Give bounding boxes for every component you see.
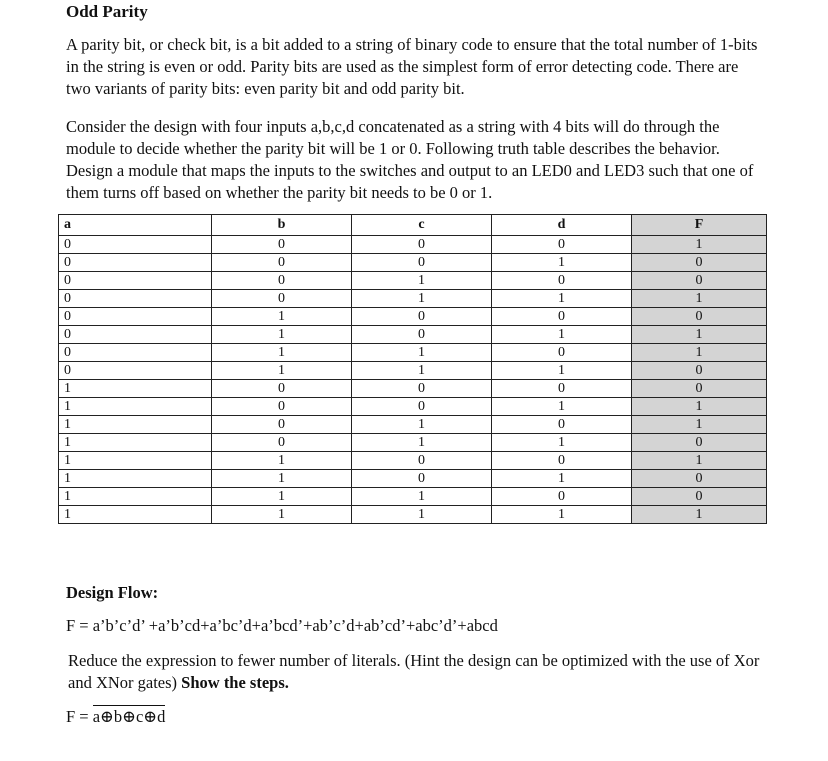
- table-cell-b: 1: [212, 452, 352, 470]
- table-cell-c: 0: [352, 470, 492, 488]
- table-cell-b: 0: [212, 290, 352, 308]
- table-cell-f: 1: [632, 326, 767, 344]
- table-cell-f: 0: [632, 308, 767, 326]
- design-paragraph: Consider the design with four inputs a,b,c,d concatenated as a string with 4 bits will do through the module to decide whether the parity bit will be 1 or 0. Following truth table describes the behavior. Design a module that maps the inputs to the switches and output to an LED0 and LED3 such that one of them turns off based on whether the parity bit needs to be 0 or 1.: [66, 117, 754, 202]
- table-cell-b: 0: [212, 434, 352, 452]
- table-cell-d: 1: [492, 290, 632, 308]
- table-cell-f: 0: [632, 434, 767, 452]
- table-cell-d: 1: [492, 326, 632, 344]
- table-row: [59, 506, 767, 524]
- intro-paragraph: A parity bit, or check bit, is a bit added to a string of binary code to ensure that the total number of 1-bits in the string is even or odd. Parity bits are used as the simplest form of error detecting code. There are two variants of parity bits: even parity bit and odd parity bit.: [66, 35, 758, 98]
- table-cell-d: 0: [492, 236, 632, 254]
- table-cell-f: 0: [632, 362, 767, 380]
- table-cell-a: 0: [59, 362, 212, 380]
- table-cell-f: 0: [632, 272, 767, 290]
- table-cell-b: 1: [212, 488, 352, 506]
- table-cell-a: 1: [59, 470, 212, 488]
- table-cell-a: 1: [59, 416, 212, 434]
- table-cell-a: 1: [59, 488, 212, 506]
- table-cell-c: 0: [352, 380, 492, 398]
- table-cell-c: 1: [352, 488, 492, 506]
- table-cell-f: 1: [632, 344, 767, 362]
- reduce-text: Reduce the expression to fewer number of literals. (Hint the design can be optimized with the use of Xor and XNor gates): [68, 651, 760, 692]
- table-cell-f: 1: [632, 290, 767, 308]
- table-cell-a: 1: [59, 434, 212, 452]
- table-cell-b: 0: [212, 254, 352, 272]
- table-row: [59, 290, 767, 308]
- sop-expression: F = a’b’c’d’ +a’b’cd+a’bc’d+a’bcd’+ab’c’d+ab’cd’+abc’d’+abcd: [66, 616, 498, 635]
- table-cell-b: 1: [212, 362, 352, 380]
- table-cell-c: 1: [352, 362, 492, 380]
- table-row: [59, 236, 767, 254]
- table-cell-b: 1: [212, 308, 352, 326]
- table-cell-f: 0: [632, 380, 767, 398]
- table-cell-a: 0: [59, 254, 212, 272]
- table-cell-b: 1: [212, 470, 352, 488]
- table-cell-c: 0: [352, 236, 492, 254]
- header-b: b: [212, 215, 352, 236]
- answer-lhs: F =: [66, 707, 93, 726]
- table-row: [59, 452, 767, 470]
- truth-table: [58, 214, 767, 524]
- table-cell-d: 0: [492, 452, 632, 470]
- table-cell-d: 1: [492, 434, 632, 452]
- table-cell-f: 0: [632, 254, 767, 272]
- page-title: Odd Parity: [66, 2, 148, 21]
- header-a: a: [59, 215, 212, 236]
- table-cell-c: 0: [352, 254, 492, 272]
- table-cell-a: 1: [59, 380, 212, 398]
- table-cell-d: 0: [492, 380, 632, 398]
- table-cell-d: 1: [492, 398, 632, 416]
- table-cell-f: 1: [632, 506, 767, 524]
- table-cell-d: 0: [492, 272, 632, 290]
- table-cell-b: 1: [212, 344, 352, 362]
- table-cell-f: 0: [632, 470, 767, 488]
- table-cell-a: 1: [59, 506, 212, 524]
- table-cell-d: 0: [492, 488, 632, 506]
- answer-expression: [66, 707, 165, 727]
- table-cell-c: 0: [352, 326, 492, 344]
- table-cell-b: 0: [212, 380, 352, 398]
- table-cell-b: 1: [212, 506, 352, 524]
- table-row: [59, 254, 767, 272]
- table-cell-d: 1: [492, 506, 632, 524]
- table-cell-b: 0: [212, 398, 352, 416]
- table-cell-a: 0: [59, 236, 212, 254]
- table-cell-d: 0: [492, 416, 632, 434]
- truth-table-header-row: [59, 215, 767, 236]
- table-cell-d: 1: [492, 254, 632, 272]
- table-row: [59, 488, 767, 506]
- table-row: [59, 470, 767, 488]
- reduce-paragraph: [68, 650, 768, 694]
- table-cell-b: 0: [212, 416, 352, 434]
- table-row: [59, 398, 767, 416]
- table-cell-f: 1: [632, 398, 767, 416]
- table-cell-d: 0: [492, 308, 632, 326]
- table-row: [59, 416, 767, 434]
- table-cell-f: 1: [632, 236, 767, 254]
- table-row: [59, 380, 767, 398]
- table-cell-c: 1: [352, 416, 492, 434]
- table-cell-d: 1: [492, 362, 632, 380]
- table-cell-b: 0: [212, 236, 352, 254]
- table-cell-c: 1: [352, 344, 492, 362]
- table-cell-b: 0: [212, 272, 352, 290]
- table-cell-a: 0: [59, 344, 212, 362]
- table-row: [59, 434, 767, 452]
- table-row: [59, 344, 767, 362]
- table-cell-c: 1: [352, 272, 492, 290]
- table-cell-c: 1: [352, 434, 492, 452]
- table-cell-c: 1: [352, 290, 492, 308]
- header-c: c: [352, 215, 492, 236]
- table-cell-c: 0: [352, 452, 492, 470]
- table-cell-a: 1: [59, 452, 212, 470]
- table-cell-d: 1: [492, 470, 632, 488]
- table-row: [59, 308, 767, 326]
- table-cell-f: 1: [632, 452, 767, 470]
- table-cell-a: 1: [59, 398, 212, 416]
- header-d: d: [492, 215, 632, 236]
- table-row: [59, 272, 767, 290]
- design-flow-heading: Design Flow:: [66, 583, 159, 602]
- table-cell-f: 0: [632, 488, 767, 506]
- table-cell-b: 1: [212, 326, 352, 344]
- table-cell-c: 0: [352, 308, 492, 326]
- table-cell-c: 1: [352, 506, 492, 524]
- header-f: F: [632, 215, 767, 236]
- table-cell-d: 0: [492, 344, 632, 362]
- table-cell-a: 0: [59, 326, 212, 344]
- table-cell-a: 0: [59, 272, 212, 290]
- table-cell-c: 0: [352, 398, 492, 416]
- table-row: [59, 326, 767, 344]
- table-cell-a: 0: [59, 308, 212, 326]
- table-cell-a: 0: [59, 290, 212, 308]
- show-steps-text: Show the steps.: [181, 673, 289, 692]
- table-row: [59, 362, 767, 380]
- table-cell-f: 1: [632, 416, 767, 434]
- answer-rhs-overlined: a⊕b⊕c⊕d: [92, 707, 166, 726]
